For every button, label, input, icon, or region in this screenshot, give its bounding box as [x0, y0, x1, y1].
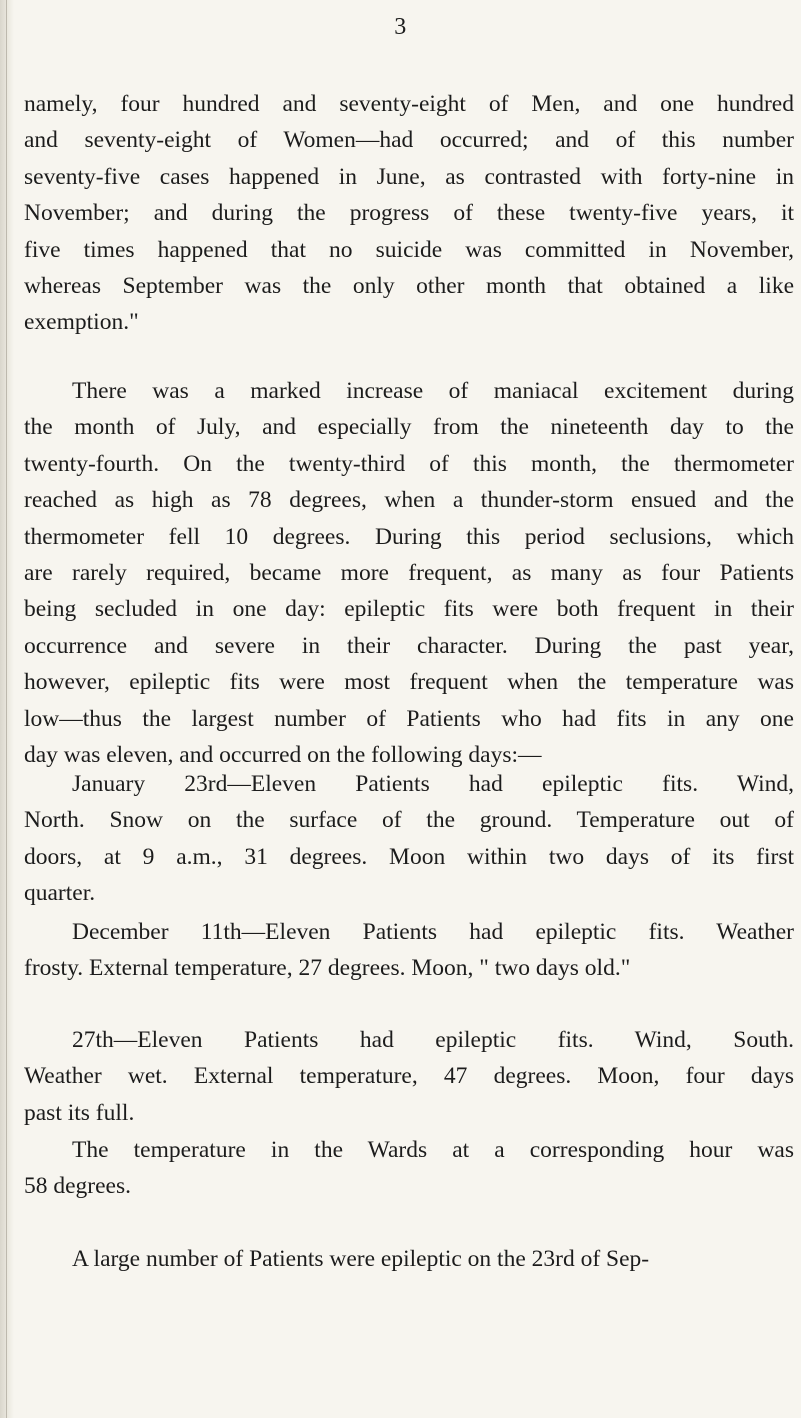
paragraph-suicide-statistics: [24, 86, 794, 341]
text-line: thermometer fell 10 degrees. During this period seclusions, which: [24, 523, 794, 550]
paragraph-ward-temperature: [24, 1132, 794, 1205]
text-line: the month of July, and especially from the nineteenth day to the: [24, 414, 794, 441]
page-gutter: [0, 0, 14, 1418]
text-line: January 23rd—Eleven Patients had epileptic fits. Wind,: [72, 771, 794, 797]
binding-edge: [6, 0, 7, 1418]
paragraph-september-entry: [24, 1241, 794, 1277]
text-line: North. Snow on the surface of the ground. Temperature out of: [24, 807, 794, 834]
text-line: There was a marked increase of maniacal excitement during: [72, 378, 794, 404]
text-line: low—thus the largest number of Patients who had fits in any one: [24, 705, 794, 732]
text-line: exemption.": [24, 309, 139, 336]
text-line: day was eleven, and occurred on the following days:—: [24, 741, 542, 768]
text-line: being secluded in one day: epileptic fits were both frequent in their: [24, 596, 794, 623]
text-line: December 11th—Eleven Patients had epileptic fits. Weather: [72, 919, 794, 945]
text-line: whereas September was the only other month that obtained a like: [24, 272, 794, 299]
paragraph-27th-entry: [24, 1022, 794, 1131]
text-line: November; and during the progress of these twenty-five years, it: [24, 200, 794, 227]
text-line: A large number of Patients were epileptic on the 23rd of Sep-: [72, 1246, 650, 1272]
text-line: namely, four hundred and seventy-eight of Men, and one hundred: [24, 91, 794, 117]
text-line: The temperature in the Wards at a corresponding hour was: [72, 1137, 794, 1163]
text-line: frosty. External temperature, 27 degrees. Moon, " two days old.": [24, 955, 631, 982]
text-line: reached as high as 78 degrees, when a thunder-storm ensued and the: [24, 487, 794, 514]
text-line: five times happened that no suicide was committed in November,: [24, 236, 794, 263]
paragraph-january-entry: [24, 766, 794, 912]
text-line: are rarely required, became more frequent, as many as four Patients: [24, 559, 794, 586]
text-line: seventy-five cases happened in June, as contrasted with forty-nine in: [24, 163, 794, 190]
text-line: doors, at 9 a.m., 31 degrees. Moon within two days of its first: [24, 843, 794, 870]
paragraph-maniacal-excitement: [24, 373, 794, 773]
text-line: 27th—Eleven Patients had epileptic fits. Wind, South.: [72, 1027, 794, 1053]
text-line: Weather wet. External temperature, 47 degrees. Moon, four days: [24, 1063, 794, 1090]
text-line: however, epileptic fits were most frequent when the temperature was: [24, 669, 794, 696]
paragraph-december-11-entry: [24, 914, 794, 987]
page-number: 3: [394, 14, 407, 40]
text-line: past its full.: [24, 1099, 135, 1126]
text-line: 58 degrees.: [24, 1173, 132, 1200]
text-line: occurrence and severe in their character. During the past year,: [24, 632, 794, 659]
text-line: quarter.: [24, 880, 96, 907]
text-line: and seventy-eight of Women—had occurred; and of this number: [24, 127, 794, 154]
text-line: twenty-fourth. On the twenty-third of this month, the thermometer: [24, 450, 794, 477]
